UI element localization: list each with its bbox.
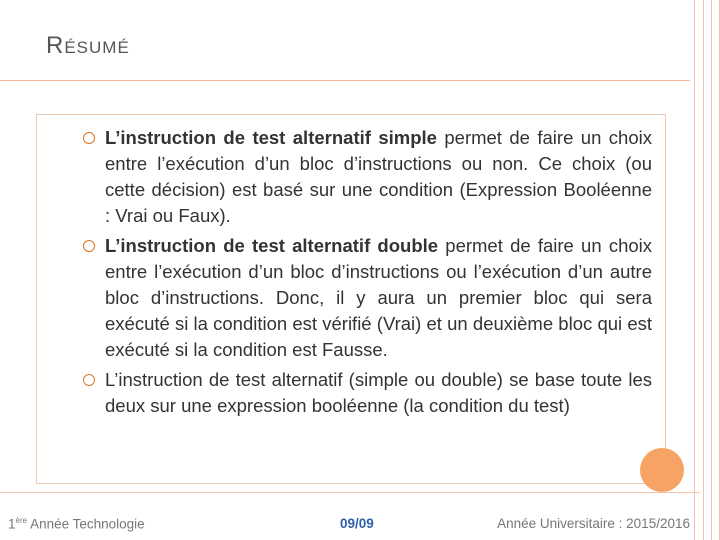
bullet-text: permet de faire un choix entre l’exécution d’un bloc d’instructions ou non. Ce choix (ou cette décision) est basé sur une condition (Expression Booléenne : Vrai ou Faux). xyxy=(105,127,652,226)
bullet-item-simple xyxy=(67,125,652,229)
bullet-circle-icon xyxy=(83,132,95,144)
bullet-bold-text: L’instruction de test alternatif double xyxy=(105,235,439,256)
decorative-orange-circle xyxy=(640,448,684,492)
footer-course-label: 1ère Année Technologie xyxy=(8,516,145,532)
title-divider xyxy=(0,80,690,81)
bullet-circle-icon xyxy=(83,240,95,252)
bullet-text: permet de faire un choix entre l’exécution d’un bloc d’instructions ou l’exécution d’un autre bloc d’instructions. Donc, il y aura un premier bloc qui sera exécuté si la condition est vérifié (Vrai) et un deuxième bloc qui est exécuté si la condition est Fausse. xyxy=(105,235,653,360)
slide-footer xyxy=(0,512,700,536)
footer-divider xyxy=(0,492,700,493)
bullet-circle-icon xyxy=(83,374,95,386)
bullet-item-general xyxy=(67,367,652,419)
content-box xyxy=(36,114,666,484)
bullet-list xyxy=(67,125,652,423)
bullet-text: L’instruction de test alternatif (simple ou double) se base toute les deux sur une expression booléenne (la condition du test) xyxy=(105,369,652,416)
bullet-bold-text: L’instruction de test alternatif simple xyxy=(105,127,437,148)
page-number: 09/09 xyxy=(340,516,374,531)
slide-frame-border xyxy=(694,0,720,540)
footer-academic-year: Année Universitaire : 2015/2016 xyxy=(497,516,690,531)
slide-title: Résumé xyxy=(46,32,130,59)
bullet-item-double xyxy=(67,233,652,363)
